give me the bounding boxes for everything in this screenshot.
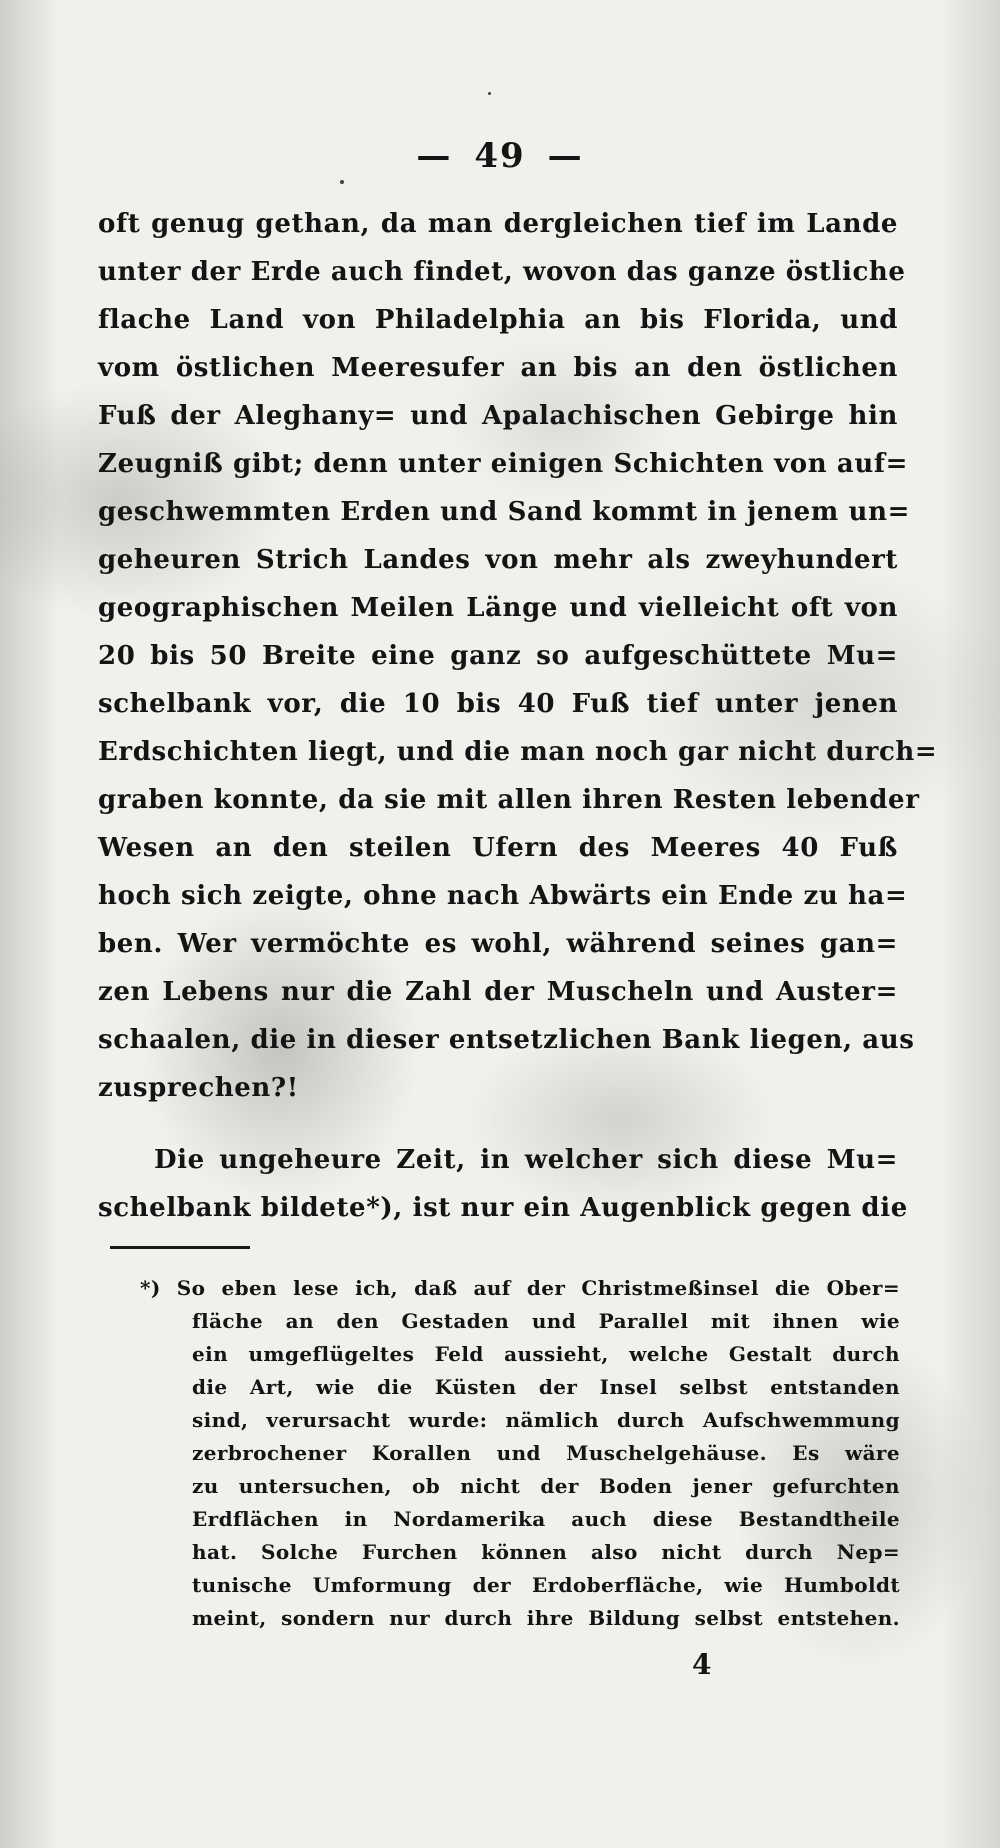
text-line: schelbank bildete*), ist nur ein Augenblick gegen die [98, 1193, 908, 1223]
text-line: Fuß der Aleghany= und Apalachischen Gebirge hin [98, 401, 898, 431]
text-line: geschwemmten Erden und Sand kommt in jenem un= [98, 497, 910, 527]
footnote-rule [110, 1246, 250, 1249]
paragraph-1 [98, 200, 938, 1112]
text-line: Zeugniß gibt; denn unter einigen Schichten von auf= [98, 449, 909, 479]
footnote-line: zu untersuchen, ob nicht der Boden jener gefurchten [192, 1474, 900, 1498]
text-line: vom östlichen Meeresufer an bis an den östlichen [98, 353, 898, 383]
footnote [140, 1272, 900, 1635]
page-number: 49 [474, 136, 526, 176]
text-line: Wesen an den steilen Ufern des Meeres 40 Fuß [98, 833, 898, 863]
text-line: schelbank vor, die 10 bis 40 Fuß tief unter jenen [98, 689, 898, 719]
text-line: zusprechen?! [98, 1073, 299, 1103]
text-line: hoch sich zeigte, ohne nach Abwärts ein Ende zu ha= [98, 881, 908, 911]
footnote-line: zerbrochener Korallen und Muschelgehäuse. Es wäre [192, 1441, 900, 1465]
footnote-line: sind, verursacht wurde: nämlich durch Aufschwemmung [192, 1408, 900, 1432]
page-header [0, 136, 1000, 176]
footnote-line: ein umgeflügeltes Feld aussieht, welche Gestalt durch [192, 1342, 900, 1366]
text-line: unter der Erde auch findet, wovon das ganze östliche [98, 257, 906, 287]
text-line: ben. Wer vermöchte es wohl, während seines gan= [98, 929, 898, 959]
paragraph-2 [98, 1136, 908, 1232]
ink-speck [340, 180, 344, 184]
footnote-line: hat. Solche Furchen können also nicht durch Nep= [192, 1540, 900, 1564]
footnote-line: tunische Umformung der Erdoberfläche, wie Humboldt [192, 1573, 900, 1597]
signature-mark: 4 [692, 1648, 712, 1681]
text-line: flache Land von Philadelphia an bis Florida, und [98, 305, 898, 335]
text-line: oft genug gethan, da man dergleichen tief im Lande [98, 209, 898, 239]
ink-speck [488, 92, 491, 95]
footnote-line: *) So eben lese ich, daß auf der Christmeßinsel die Ober= [140, 1276, 900, 1300]
header-dash-left: — [416, 136, 453, 176]
text-line: zen Lebens nur die Zahl der Muscheln und Auster= [98, 977, 898, 1007]
text-line: Erdschichten liegt, und die man noch gar nicht durch= [98, 737, 938, 767]
text-line: geheuren Strich Landes von mehr als zweyhundert [98, 545, 898, 575]
text-line: 20 bis 50 Breite eine ganz so aufgeschüttete Mu= [98, 641, 898, 671]
text-line: geographischen Meilen Länge und vielleicht oft von [98, 593, 898, 623]
text-line: graben konnte, da sie mit allen ihren Resten lebender [98, 785, 920, 815]
text-line: schaalen, die in dieser entsetzlichen Bank liegen, aus [98, 1025, 915, 1055]
text-line: Die ungeheure Zeit, in welcher sich diese Mu= [154, 1145, 898, 1175]
footnote-line: Erdflächen in Nordamerika auch diese Bestandtheile [192, 1507, 900, 1531]
header-dash-right: — [547, 136, 584, 176]
footnote-line: meint, sondern nur durch ihre Bildung selbst entstehen. [192, 1606, 900, 1630]
footnote-line: die Art, wie die Küsten der Insel selbst entstanden [192, 1375, 900, 1399]
footnote-line: fläche an den Gestaden und Parallel mit ihnen wie [192, 1309, 900, 1333]
